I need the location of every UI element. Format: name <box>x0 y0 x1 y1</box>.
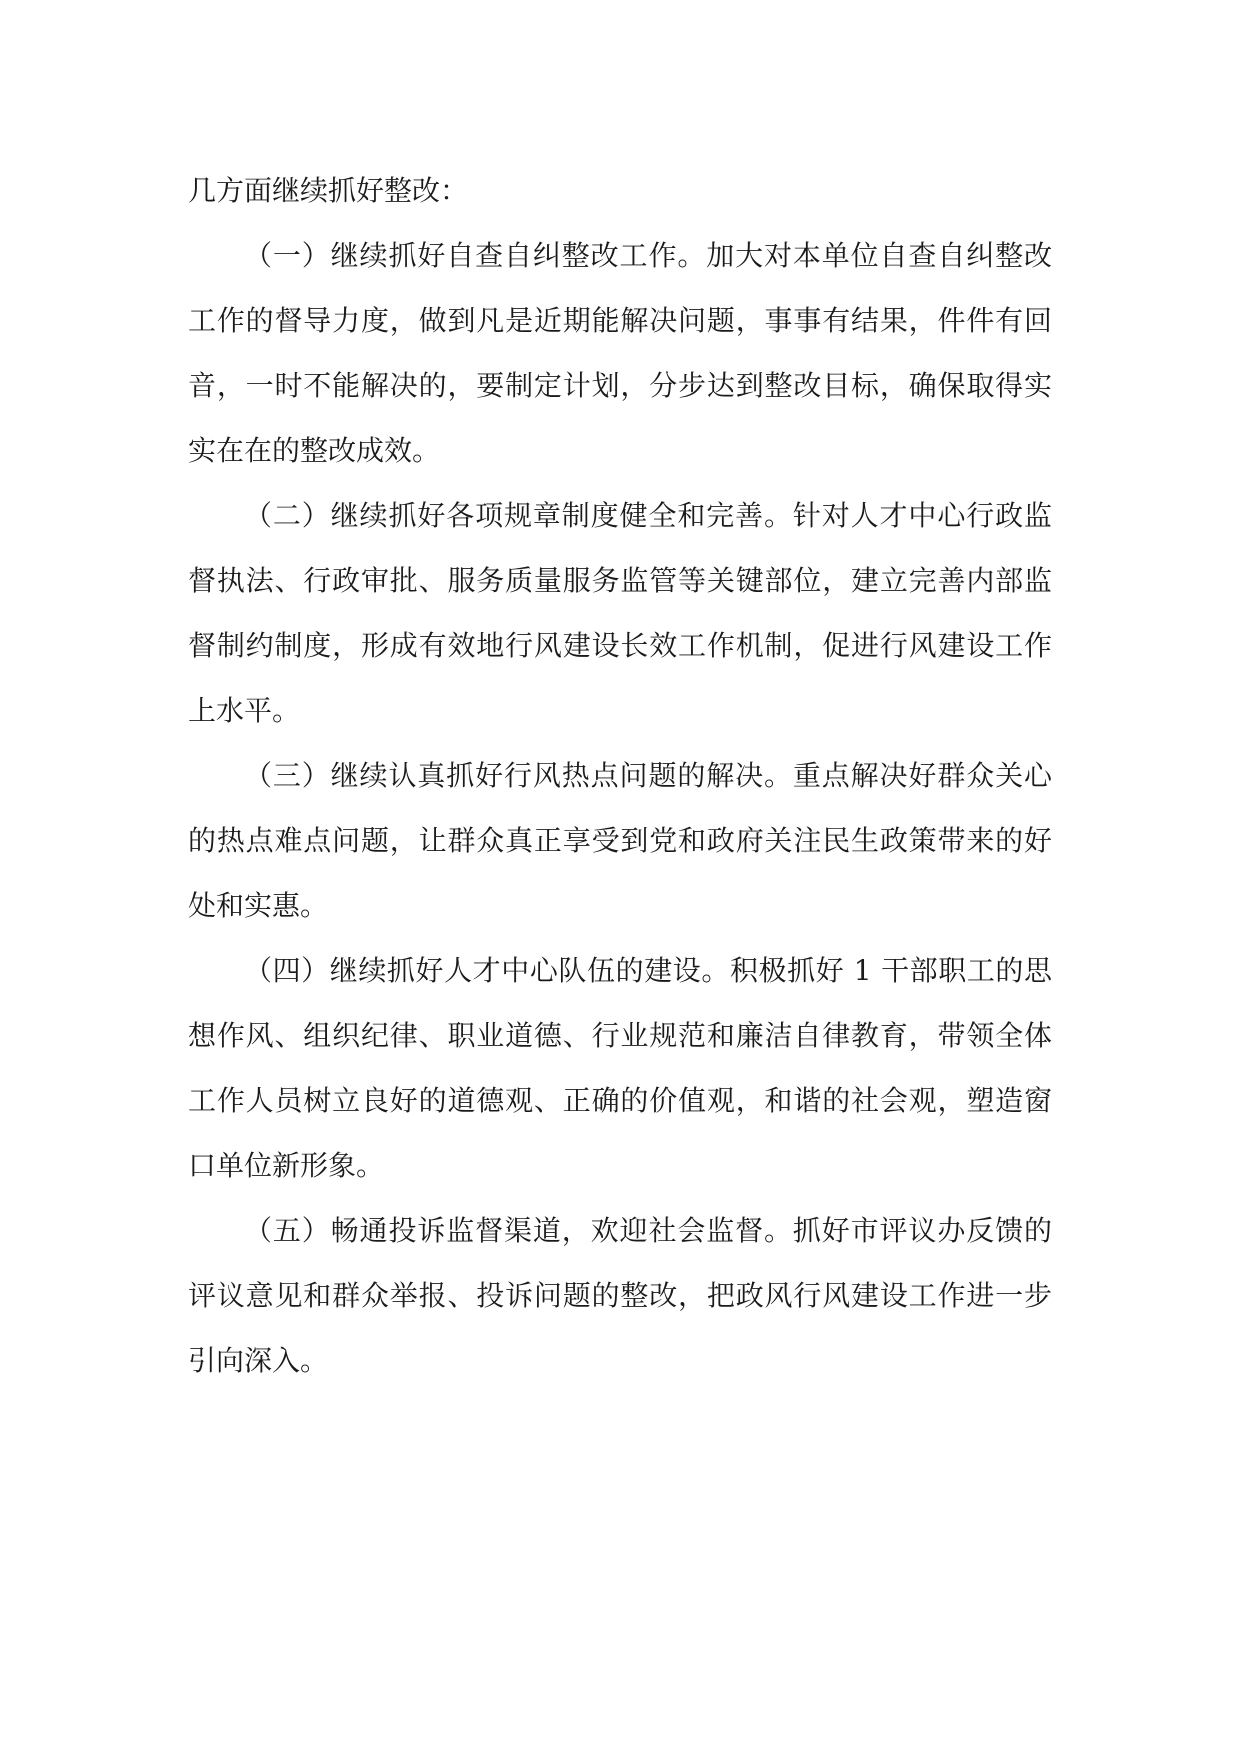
document-body <box>188 158 1052 1393</box>
paragraph-item-3: （三）继续认真抓好行风热点问题的解决。重点解决好群众关心的热点难点问题，让群众真正享受到党和政府关注民生政策带来的好处和实惠。 <box>188 759 1052 922</box>
paragraph-intro: 几方面继续抓好整改： <box>188 174 469 207</box>
paragraph-item-2: （二）继续抓好各项规章制度健全和完善。针对人才中心行政监督执法、行政审批、服务质量服务监管等关键部位，建立完善内部监督制约制度，形成有效地行风建设长效工作机制，促进行风建设工作上水平。 <box>188 499 1052 727</box>
paragraph-item-4: （四）继续抓好人才中心队伍的建设。积极抓好 1 干部职工的思想作风、组织纪律、职业道德、行业规范和廉洁自律教育，带领全体工作人员树立良好的道德观、正确的价值观，和谐的社会观，塑造窗口单位新形象。 <box>188 954 1052 1182</box>
paragraph-item-1: （一）继续抓好自查自纠整改工作。加大对本单位自查自纠整改工作的督导力度，做到凡是近期能解决问题，事事有结果，件件有回音，一时不能解决的，要制定计划，分步达到整改目标，确保取得实实在在的整改成效。 <box>188 239 1052 467</box>
paragraph-item-5: （五）畅通投诉监督渠道，欢迎社会监督。抓好市评议办反馈的评议意见和群众举报、投诉问题的整改，把政风行风建设工作进一步引向深入。 <box>188 1214 1052 1377</box>
